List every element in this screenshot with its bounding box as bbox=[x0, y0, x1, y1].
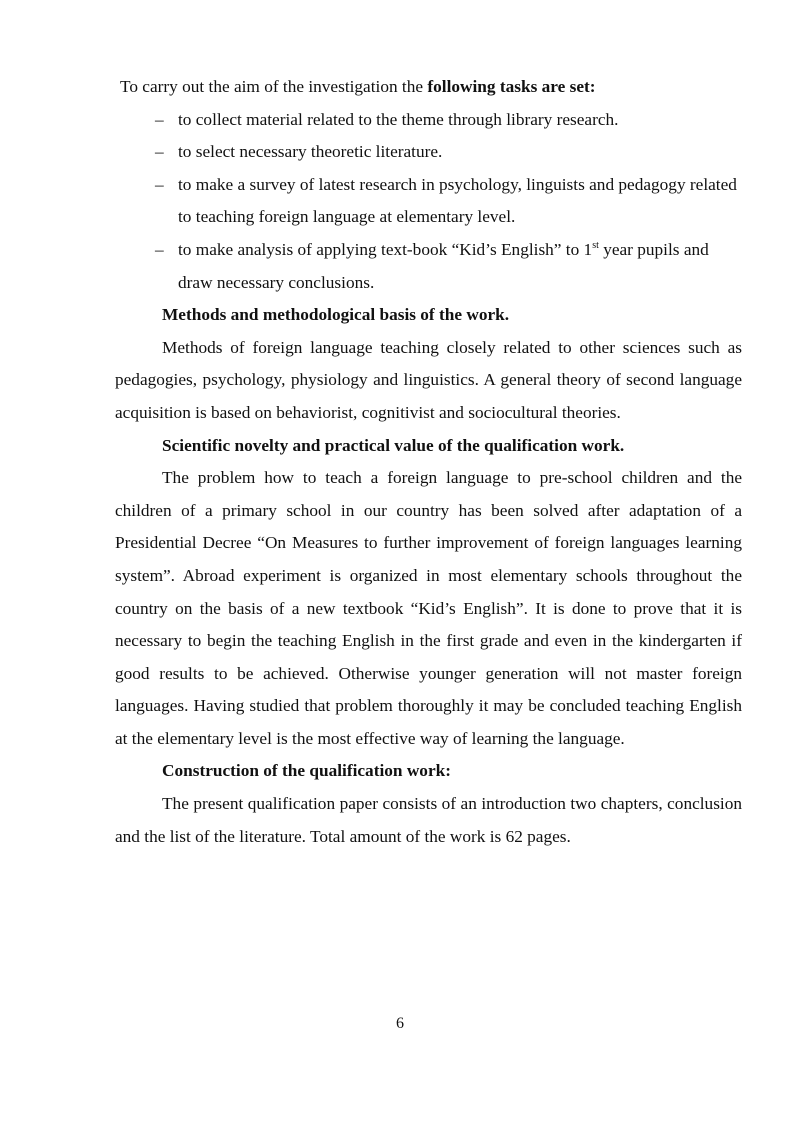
novelty-paragraph: The problem how to teach a foreign language to pre-school children and the children of a primary school in our country has been solved after adaptation of a Presidential Decree “On Measures to further improvement of foreign languages learning system”. Abroad experiment is organized in most elementary schools throughout the country on the basis of a new textbook “Kid’s English”. It is done to prove that it is necessary to begin the teaching English in the first grade and even in the kindergarten if good results to be achieved. Otherwise younger generation will not master foreign languages. Having studied that problem thoroughly it may be concluded teaching English at the elementary level is the most effective way of learning the language. bbox=[115, 468, 742, 748]
methods-heading: Methods and methodological basis of the work. bbox=[162, 305, 510, 325]
task-text: to make a survey of latest research in psychology, linguists and pedagogy related to teaching foreign language at elementary level. bbox=[178, 174, 737, 227]
task-item bbox=[115, 104, 742, 137]
document-page bbox=[115, 71, 742, 853]
task-item bbox=[115, 136, 742, 169]
ordinal-superscript: st bbox=[592, 240, 599, 252]
task-text-continued: year pupils and draw necessary conclusions. bbox=[178, 239, 709, 292]
page-number: 6 bbox=[396, 1015, 404, 1032]
dash-bullet: – bbox=[155, 174, 164, 194]
construction-paragraph: The present qualification paper consists of an introduction two chapters, conclusion and the list of the literature. Total amount of the work is 62 pages. bbox=[115, 794, 742, 846]
dash-bullet: – bbox=[155, 142, 164, 162]
intro-bold-text: following tasks are set: bbox=[427, 77, 596, 96]
methods-paragraph: Methods of foreign language teaching closely related to other sciences such as pedagogies, psychology, physiology and linguistics. A general theory of second language acquisition is based on behaviorist, cognitivist and sociocultural theories. bbox=[115, 337, 742, 422]
task-list bbox=[115, 104, 742, 300]
task-item bbox=[115, 169, 742, 234]
dash-bullet: – bbox=[155, 239, 164, 259]
construction-heading: Construction of the qualification work: bbox=[162, 761, 451, 781]
task-text: to collect material related to the theme through library research. bbox=[178, 109, 619, 129]
task-text: to select necessary theoretic literature. bbox=[178, 142, 443, 162]
novelty-heading: Scientific novelty and practical value of the qualification work. bbox=[162, 435, 625, 455]
intro-paragraph bbox=[120, 71, 742, 104]
dash-bullet: – bbox=[155, 109, 164, 129]
task-item bbox=[115, 234, 742, 299]
task-text: to make analysis of applying text-book “Kid’s English” to 1 bbox=[178, 239, 593, 259]
intro-text: To carry out the aim of the investigation the bbox=[120, 77, 428, 96]
